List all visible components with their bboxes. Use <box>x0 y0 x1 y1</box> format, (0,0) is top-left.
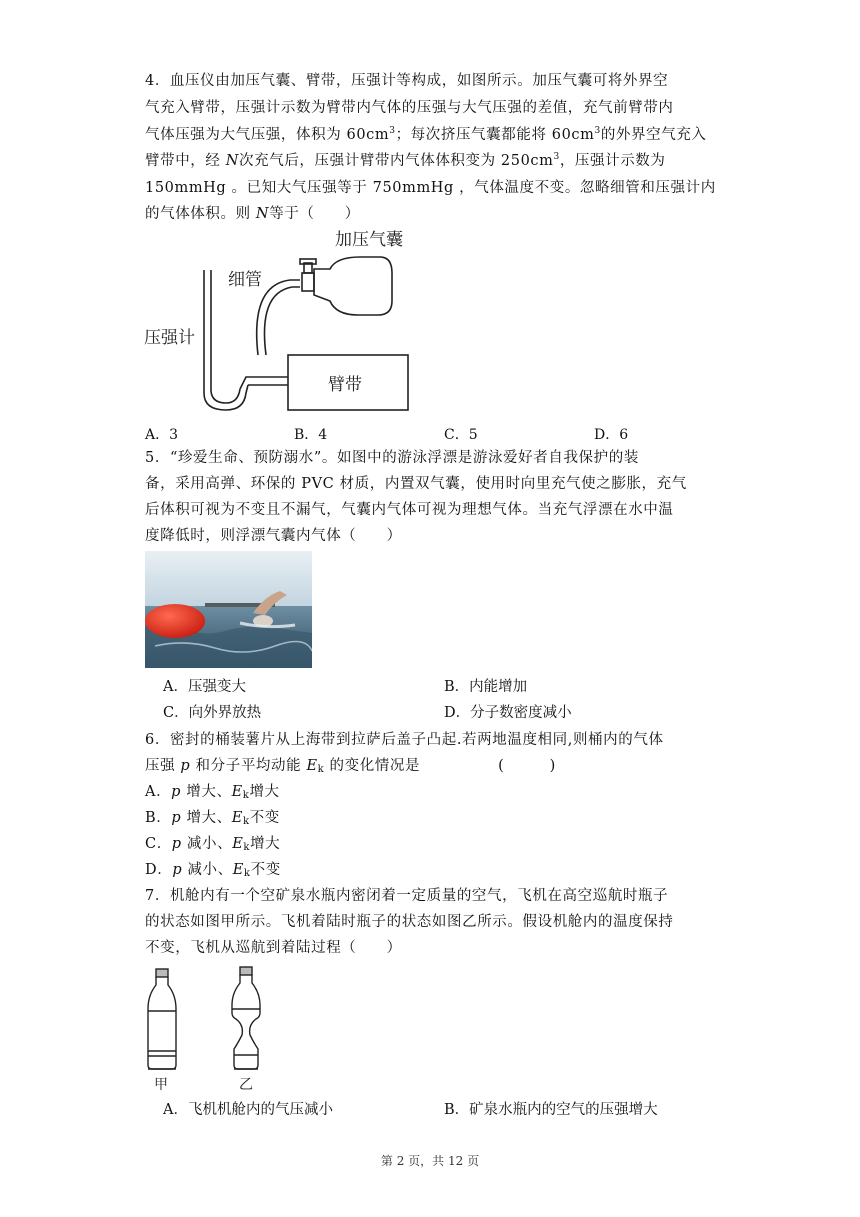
q4-line-6: 的气体体积。则 N等于（ ） <box>145 206 360 222</box>
q5-option-c[interactable]: C．向外界放热 <box>163 705 262 721</box>
q5-option-b[interactable]: B．内能增加 <box>444 679 528 695</box>
q6-line-1: 6．密封的桶装薯片从上海带到拉萨后盖子凸起.若两地温度相同,则桶内的气体 <box>145 732 664 748</box>
q6-line-2: 压强 p 和分子平均动能 $E_k$ 的变化情况是 ( ) <box>145 758 556 775</box>
bottle-a-label: 甲 <box>154 1077 168 1093</box>
gauge-label: 压强计 <box>144 328 195 348</box>
q4-line-2: 气充入臂带，压强计示数为臂带内气体的压强与大气压强的差值，充气前臂带内 <box>145 100 674 116</box>
q6-option-b[interactable]: B．p 增大、$E_k$不变 <box>145 810 280 827</box>
q6-option-a[interactable]: A．p 增大、$E_k$增大 <box>145 784 280 801</box>
q5-line-3: 后体积可视为不变且不漏气，气囊内气体可视为理想气体。当充气浮漂在水中温 <box>145 502 674 518</box>
q4-option-d[interactable]: D．6 <box>594 427 629 443</box>
q7-option-a[interactable]: A．飞机机舱内的气压减小 <box>163 1102 333 1118</box>
q4-option-b[interactable]: B．4 <box>294 427 328 443</box>
q6-option-c[interactable]: C．p 减小、$E_k$增大 <box>145 836 281 853</box>
bottle-b-label: 乙 <box>239 1077 253 1093</box>
q4-line-5: 150mmHg 。已知大气压强等于 750mmHg ，气体温度不变。忽略细管和压强计内 <box>145 180 716 196</box>
q4-option-a[interactable]: A．3 <box>145 427 179 443</box>
cuff-label: 臂带 <box>328 375 362 395</box>
q4-line-3: 气体压强为大气压强，体积为 $60cm^3$；每次挤压气囊都能将 $60cm^3$的外界空气充入 <box>145 126 707 143</box>
q7-line-2: 的状态如图甲所示。飞机着陆时瓶子的状态如图乙所示。假设机舱内的温度保持 <box>145 914 674 930</box>
q6-option-d[interactable]: D．p 减小、$E_k$不变 <box>145 862 281 879</box>
page-footer: 第 2 页，共 12 页 <box>380 1154 480 1168</box>
q5-option-a[interactable]: A．压强变大 <box>163 679 246 695</box>
swimming-float-photo <box>145 551 312 668</box>
q5-option-d[interactable]: D．分子数密度减小 <box>444 705 572 721</box>
blood-pressure-diagram <box>140 225 440 420</box>
q4-line-1: 4．血压仪由加压气囊、臂带，压强计等构成，如图所示。加压气囊可将外界空 <box>145 73 669 89</box>
bottles-diagram <box>140 965 290 1095</box>
q5-line-2: 备，采用高弹、环保的 PVC 材质，内置双气囊，使用时向里充气使之膨胀，充气 <box>145 476 687 492</box>
q7-option-b[interactable]: B．矿泉水瓶内的空气的压强增大 <box>444 1102 658 1118</box>
q4-option-c[interactable]: C．5 <box>444 427 478 443</box>
q7-line-1: 7．机舱内有一个空矿泉水瓶内密闭着一定质量的空气，飞机在高空巡航时瓶子 <box>145 888 669 904</box>
q5-line-1: 5．“珍爱生命、预防溺水”。如图中的游泳浮漂是游泳爱好者自我保护的装 <box>145 450 639 466</box>
q5-line-4: 度降低时，则浮漂气囊内气体（ ） <box>145 528 402 544</box>
q4-line-4: 臂带中，经 N次充气后，压强计臂带内气体体积变为 $250cm^3$，压强计示数为 <box>145 152 666 169</box>
bulb-label: 加压气囊 <box>335 230 403 250</box>
q6-answer-paren: ( ) <box>498 758 556 774</box>
tube-label: 细管 <box>228 270 262 290</box>
q7-line-3: 不变，飞机从巡航到着陆过程（ ） <box>145 940 402 956</box>
